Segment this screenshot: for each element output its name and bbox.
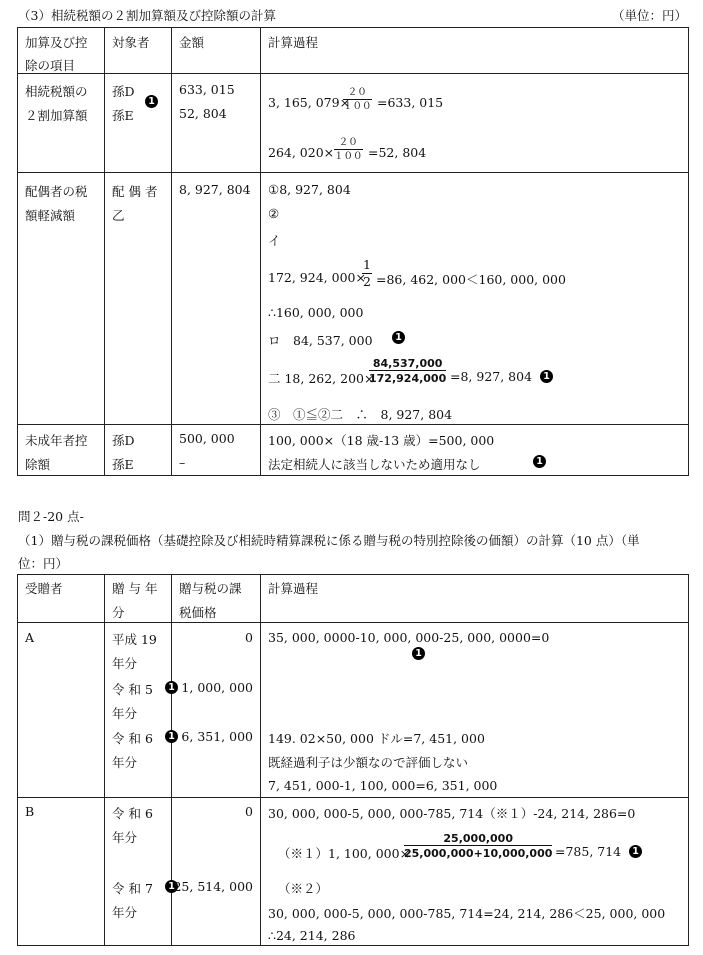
calc-addition-1-result: =633, 015 — [377, 95, 444, 110]
item-spouse: 配偶者の税 — [25, 184, 88, 199]
score-badge: 1 — [629, 845, 642, 858]
year-a-2: 令 和 5 — [112, 682, 153, 697]
calc-spouse-ro: ロ 84, 537, 000 — [268, 333, 373, 348]
value-b-2: 25, 514, 000 — [173, 879, 253, 894]
amount-minor-d: 500, 000 — [179, 431, 235, 446]
col-header-process: 計算過程 — [268, 581, 319, 596]
fraction: $\frac{84,537,000}{172,924,000}$ — [369, 357, 447, 385]
col-header-price-2: 税価格 — [179, 605, 217, 620]
calc-spouse-i-expr: 172, 924, 000× — [268, 270, 366, 285]
col-header-amount: 金額 — [179, 35, 205, 50]
calc-addition-1: 3, 165, 079× — [268, 95, 351, 110]
amount-spouse: 8, 927, 804 — [179, 182, 251, 197]
calc-b-2-result: =785, 714 — [555, 844, 622, 859]
col-header-item-2: 除の項目 — [25, 58, 76, 73]
item-minor-2: 除額 — [25, 457, 51, 472]
person-e: 孫E — [112, 457, 134, 472]
calc-spouse-step1: ①8, 927, 804 — [268, 182, 351, 197]
calc-addition-2-result: =52, 804 — [368, 145, 427, 160]
calc-b-1: 30, 000, 000-5, 000, 000-785, 714（※１）-24, 214, 286=0 — [268, 806, 636, 821]
unit-label: （単位：円） — [612, 8, 688, 23]
calc-addition-2: 264, 020× — [268, 145, 335, 160]
year-b-1-2: 年分 — [112, 830, 138, 845]
score-badge: 1 — [533, 455, 546, 468]
calc-spouse-ha: 二 18, 262, 200× — [268, 371, 375, 386]
calc-b-2: （※１）1, 100, 000× — [278, 846, 411, 861]
amount-e: 52, 804 — [179, 106, 227, 121]
item-addition-2: ２割加算額 — [25, 108, 88, 123]
col-header-process: 計算過程 — [268, 35, 319, 50]
calc-spouse-step3: ③ ①≦②二 ∴ 8, 927, 804 — [268, 407, 453, 422]
calc-b-5: ∴24, 214, 286 — [268, 928, 356, 943]
calc-a-3: 既経過利子は少額なので評価しない — [268, 755, 469, 770]
value-a-1: 0 — [245, 630, 253, 645]
score-badge: 1 — [165, 730, 178, 743]
score-badge: 1 — [165, 681, 178, 694]
year-a-1-2: 年分 — [112, 656, 138, 671]
score-badge: 1 — [540, 370, 553, 383]
col-header-recipient: 受贈者 — [25, 581, 63, 596]
person-spouse: 配 偶 者 — [112, 184, 158, 199]
col-header-person: 対象者 — [112, 35, 150, 50]
question-subtitle-2: 位：円） — [18, 556, 69, 571]
score-badge: 1 — [145, 95, 158, 108]
calc-minor-1: 100, 000×（18 歳-13 歳）=500, 000 — [268, 433, 495, 448]
score-badge: 1 — [392, 331, 405, 344]
recipient-a: A — [25, 630, 35, 645]
calc-a-4: 7, 451, 000-1, 100, 000=6, 351, 000 — [268, 778, 498, 793]
value-b-1: 0 — [245, 804, 253, 819]
calc-a-2: 149. 02×50, 000 ドル=7, 451, 000 — [268, 731, 485, 746]
score-badge: 1 — [165, 880, 178, 893]
fraction: $\frac{1}{2}$ — [363, 257, 371, 289]
calc-b-4: 30, 000, 000-5, 000, 000-785, 714=24, 214, 286＜25, 000, 000 — [268, 906, 666, 921]
year-b-2-2: 年分 — [112, 905, 138, 920]
year-b-2: 令 和 7 — [112, 881, 153, 896]
year-a-3-2: 年分 — [112, 755, 138, 770]
calc-spouse-ha-result: =8, 927, 804 — [450, 369, 533, 384]
question-heading: 問２-20 点- — [18, 509, 84, 524]
calc-spouse-therefore: ∴160, 000, 000 — [268, 305, 364, 320]
col-header-year: 贈 与 年 — [112, 581, 158, 596]
amount-minor-e: – — [179, 455, 186, 470]
year-a-2-2: 年分 — [112, 706, 138, 721]
year-a-1: 平成 19 — [112, 632, 157, 647]
amount-d: 633, 015 — [179, 82, 235, 97]
recipient-b: B — [25, 804, 35, 819]
calc-spouse-step2: ② — [268, 206, 280, 221]
item-spouse-2: 額軽減額 — [25, 208, 76, 223]
fraction: ２０ １００ — [334, 137, 363, 162]
col-header-item: 加算及び控 — [25, 35, 88, 50]
person-e: 孫E — [112, 108, 134, 123]
col-header-year-2: 分 — [112, 605, 125, 620]
year-b-1: 令 和 6 — [112, 806, 153, 821]
col-header-price: 贈与税の課 — [179, 581, 242, 596]
section-title: （3）相続税額の２割加算額及び控除額の計算 — [18, 8, 276, 23]
value-a-3: 6, 351, 000 — [181, 729, 253, 744]
value-a-2: 1, 000, 000 — [181, 680, 253, 695]
item-minor: 未成年者控 — [25, 433, 88, 448]
person-spouse-2: 乙 — [112, 208, 125, 223]
year-a-3: 令 和 6 — [112, 731, 153, 746]
calc-b-3: （※２） — [278, 881, 329, 896]
fraction: $\frac{25,000,000}{25,000,000+10,000,000}$ — [404, 832, 553, 860]
calc-a-1: 35, 000, 0000-10, 000, 000-25, 000, 0000=0 — [268, 630, 550, 645]
score-badge: 1 — [412, 647, 425, 660]
question-subtitle: （1）贈与税の課税価格（基礎控除及び相続時精算課税に係る贈与税の特別控除後の価額）の計算（10 点）（単 — [18, 533, 640, 548]
person-d: 孫D — [112, 433, 135, 448]
calc-minor-2: 法定相続人に該当しないため適用なし — [268, 457, 481, 472]
fraction: ２０ １００ — [343, 87, 372, 112]
person-d: 孫D — [112, 84, 135, 99]
item-addition: 相続税額の — [25, 84, 88, 99]
calc-spouse-step2-i: イ — [268, 233, 281, 248]
calc-spouse-i-result: =86, 462, 000＜160, 000, 000 — [376, 272, 566, 287]
